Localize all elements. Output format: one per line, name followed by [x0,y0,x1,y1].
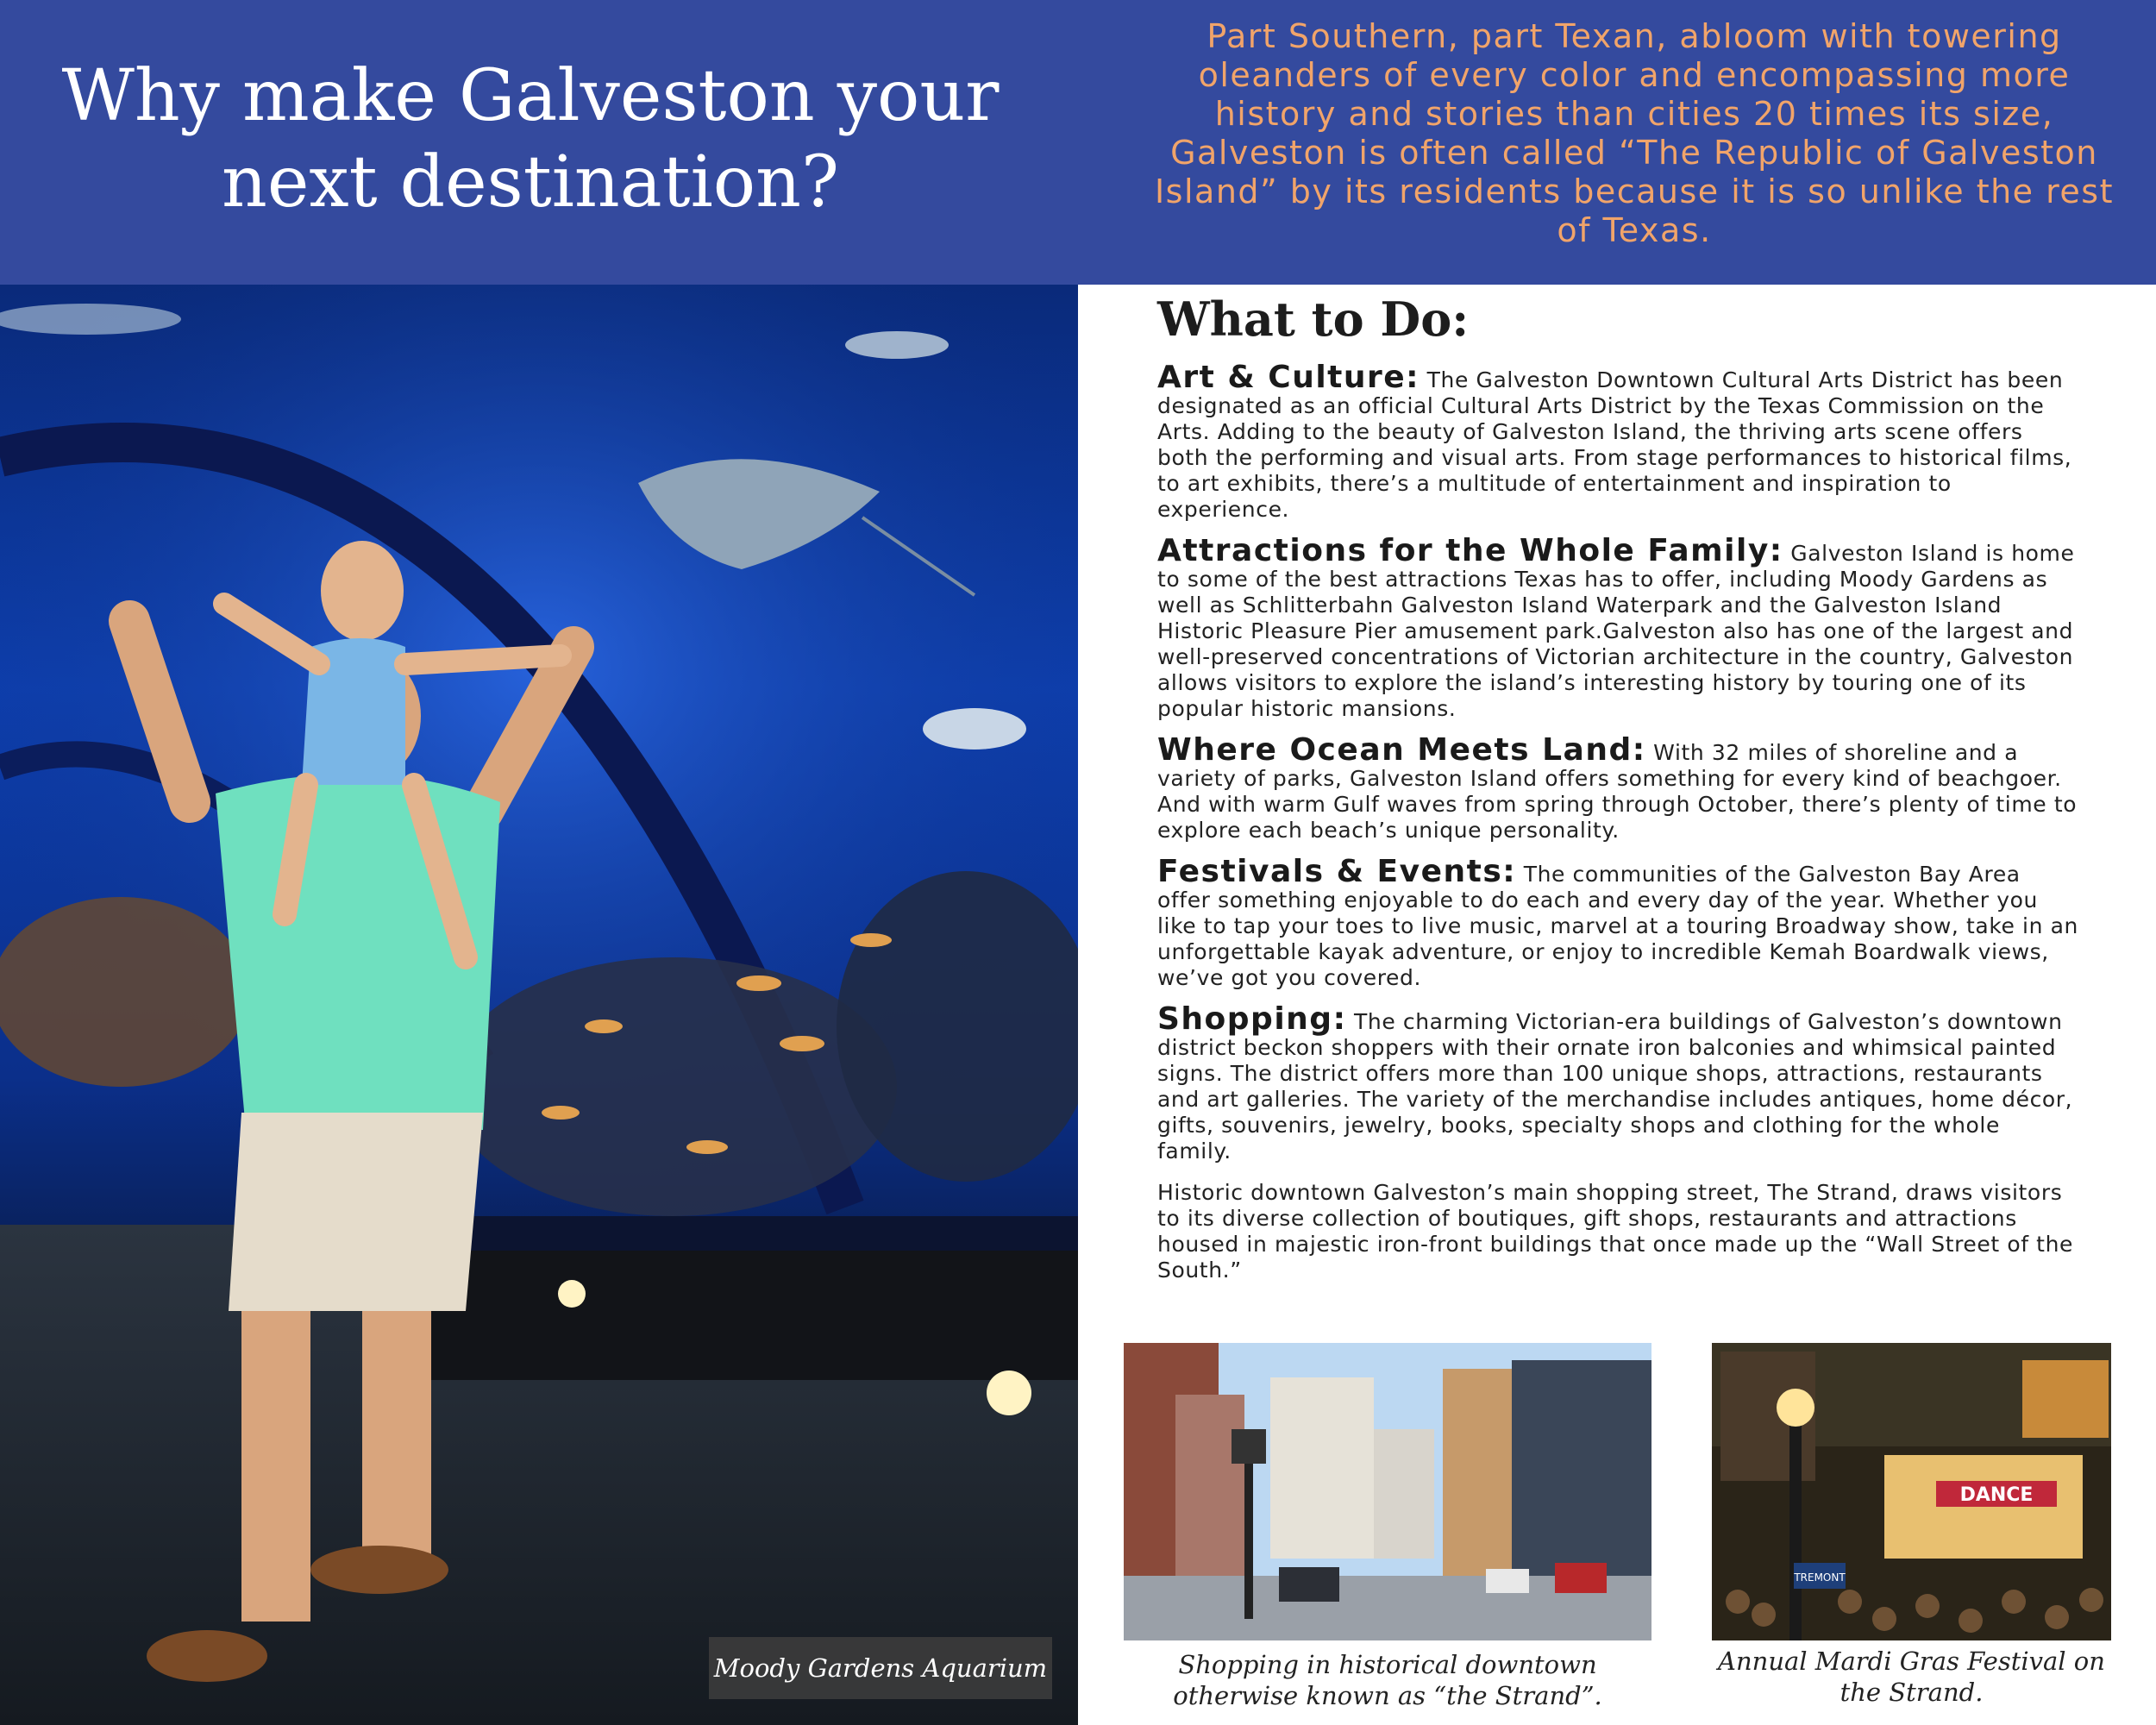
section-label: Festivals & Events: [1157,854,1517,889]
strand-illustration [1124,1343,1651,1640]
mardi-gras-photo-caption: Annual Mardi Gras Festival on the Strand. [1718,1647,2105,1707]
strand-photo-caption: Shopping in historical downtown otherwise known as “the Strand”. [1173,1650,1602,1710]
aquarium-illustration [0,285,1078,1725]
section-ocean-land [1157,732,2080,844]
section-label: Attractions for the Whole Family: [1157,533,1783,568]
section-label: Art & Culture: [1157,360,1420,395]
float-sign-text: DANCE [1959,1484,2034,1506]
hero-caption: Moody Gardens Aquarium [709,1637,1052,1699]
what-to-do-section [1157,289,2080,1299]
mardi-gras-illustration [1712,1343,2111,1640]
aquarium-photo [0,285,1078,1725]
section-label: Shopping: [1157,1001,1347,1037]
headline: Why make Galveston your next destination? [61,55,1000,223]
strand-street-photo [1124,1343,1651,1640]
floor-light [987,1371,1031,1415]
section-body: Galveston Island is home to some of the best attractions Texas has to offer, including Moody Gardens as well as Schlitterbahn Galveston Island Waterpark and the Galveston Island Historic Pleasure Pier amusement park.Galveston also has one of the largest and well-preserved concentrations of Victorian architecture in the country, Galveston allows visitors to explore the island’s interesting history by touring one of its popular historic mansions. [1157,541,2075,721]
section-shopping [1157,1001,2080,1164]
section-body: With 32 miles of shoreline and a variety of parks, Galveston Island offers something for every kind of beachgoer. And with warm Gulf waves from spring through October, there’s plenty of time to explore each beach’s unique personality. [1157,740,2078,843]
street-lamp [1777,1389,1814,1427]
section-attractions [1157,533,2080,722]
section-body: The Galveston Downtown Cultural Arts District has been designated as an official Cultural Arts District by the Texas Commission on the Arts. Adding to the beauty of Galveston Island, the thriving arts scene offers both the performing and visual arts. From stage performances to historical films, to art exhibits, there’s a multitude of entertainment and inspiration to experience. [1157,367,2072,522]
section-body: The charming Victorian-era buildings of Galveston’s downtown district beckon shoppers with their ornate iron balconies and whimsical painted signs. The district offers more than 100 unique shops, attractions, restaurants and art galleries. The variety of the merchandise includes antiques, home décor, gifts, souvenirs, jewelry, books, specialty shops and clothing for the whole family. [1157,1009,2073,1164]
header-banner [0,0,2156,285]
section-heading: What to Do: [1157,292,1470,347]
section-label: Where Ocean Meets Land: [1157,732,1646,768]
intro-paragraph: Part Southern, part Texan, abloom with towering oleanders of every color and encompassing more history and stories than cities 20 times its size, Galveston is often called “The Republic of Galveston Island” by its residents because it is so unlike the rest of Texas. [1154,17,2115,249]
closing-paragraph: Historic downtown Galveston’s main shopping street, The Strand, draws visitors to its diverse collection of boutiques, gift shops, restaurants and attractions housed in majestic iron-front buildings that once made up the “Wall Street of the South.” [1157,1180,2074,1283]
floor-light [558,1280,586,1308]
section-body: The communities of the Galveston Bay Area offer something enjoyable to do each and every day of the year. Whether you like to tap your toes to live music, marvel at a touring Broadway show, take in an unforgettable kayak adventure, or enjoy to incredible Kemah Boardwalk views, we’ve got you covered. [1157,862,2078,990]
silver-fish [923,708,1026,750]
section-art-culture [1157,360,2080,523]
section-festivals [1157,854,2080,991]
mardi-gras-photo [1712,1343,2111,1640]
street-sign-text: TREMONT [1794,1571,1846,1584]
